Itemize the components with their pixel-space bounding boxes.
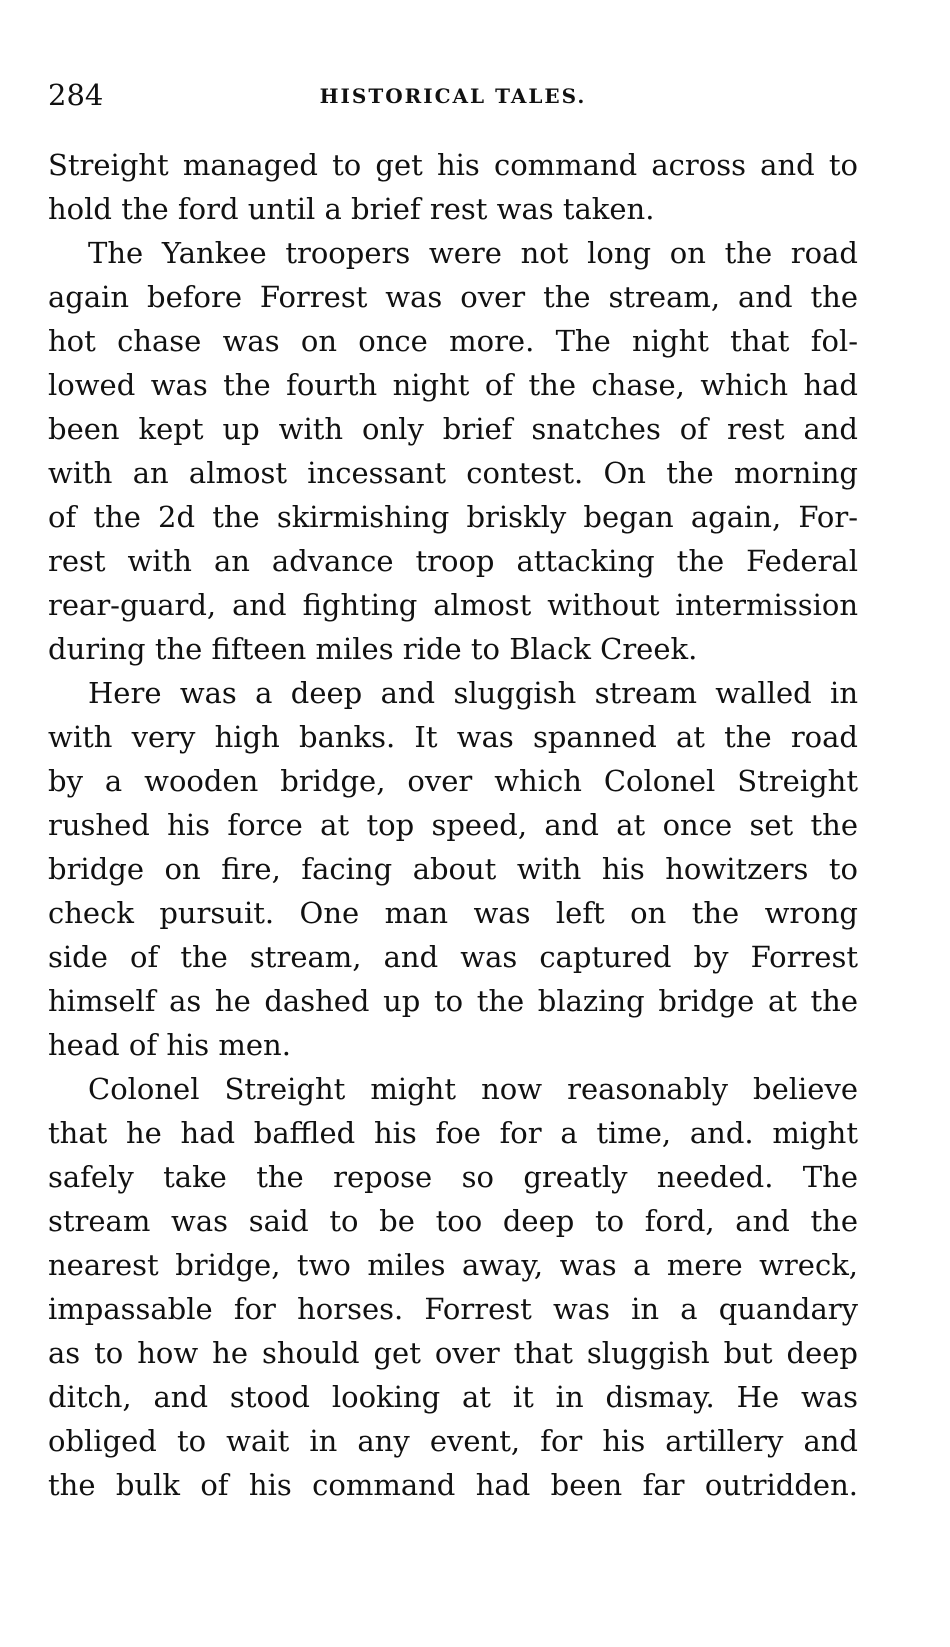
- text-line: ditch, and stood looking at it in dismay. He was: [48, 1380, 858, 1414]
- body-text: [48, 143, 858, 1507]
- text-line: himself as he dashed up to the blazing bridge at the: [48, 984, 858, 1018]
- text-line: of the 2d the skirmishing briskly began again, For-: [48, 500, 858, 534]
- text-line: the bulk of his command had been far outridden.: [48, 1468, 858, 1502]
- page-number: 284: [48, 78, 104, 112]
- text-line: The Yankee troopers were not long on the road: [88, 236, 858, 270]
- text-line: check pursuit. One man was left on the wrong: [48, 896, 858, 930]
- text-line: with an almost incessant contest. On the morning: [48, 456, 858, 490]
- text-line: safely take the repose so greatly needed. The: [48, 1160, 858, 1194]
- text-line: hot chase was on once more. The night that fol-: [48, 324, 858, 358]
- text-line: been kept up with only brief snatches of rest and: [48, 412, 858, 446]
- text-line: with very high banks. It was spanned at the road: [48, 720, 858, 754]
- text-line: Streight managed to get his command across and to: [48, 148, 858, 182]
- paragraph-4: [48, 1067, 858, 1507]
- text-line: obliged to wait in any event, for his artillery and: [48, 1424, 858, 1458]
- text-line: by a wooden bridge, over which Colonel Streight: [48, 764, 858, 798]
- text-line: rear-guard, and fighting almost without intermission: [48, 588, 858, 622]
- text-line: head of his men.: [48, 1028, 291, 1062]
- text-line: during the fifteen miles ride to Black Creek.: [48, 632, 698, 666]
- text-line: side of the stream, and was captured by Forrest: [48, 940, 858, 974]
- text-line: nearest bridge, two miles away, was a mere wreck,: [48, 1248, 858, 1282]
- text-line: stream was said to be too deep to ford, and the: [48, 1204, 858, 1238]
- text-line: lowed was the fourth night of the chase, which had: [48, 368, 858, 402]
- paragraph-2: [48, 231, 858, 671]
- text-line: Here was a deep and sluggish stream walled in: [88, 676, 858, 710]
- text-line: that he had baffled his foe for a time, and. might: [48, 1116, 858, 1150]
- text-line: impassable for horses. Forrest was in a quandary: [48, 1292, 858, 1326]
- paragraph-1: [48, 143, 858, 231]
- text-line: hold the ford until a brief rest was taken.: [48, 192, 655, 226]
- text-line: again before Forrest was over the stream, and the: [48, 280, 858, 314]
- text-line: as to how he should get over that sluggish but deep: [48, 1336, 858, 1370]
- text-line: rest with an advance troop attacking the Federal: [48, 544, 858, 578]
- text-line: bridge on fire, facing about with his howitzers to: [48, 852, 858, 886]
- running-title: HISTORICAL TALES.: [319, 84, 587, 108]
- paragraph-3: [48, 671, 858, 1067]
- text-line: Colonel Streight might now reasonably believe: [88, 1072, 858, 1106]
- text-line: rushed his force at top speed, and at once set the: [48, 808, 858, 842]
- page-header: [48, 78, 858, 118]
